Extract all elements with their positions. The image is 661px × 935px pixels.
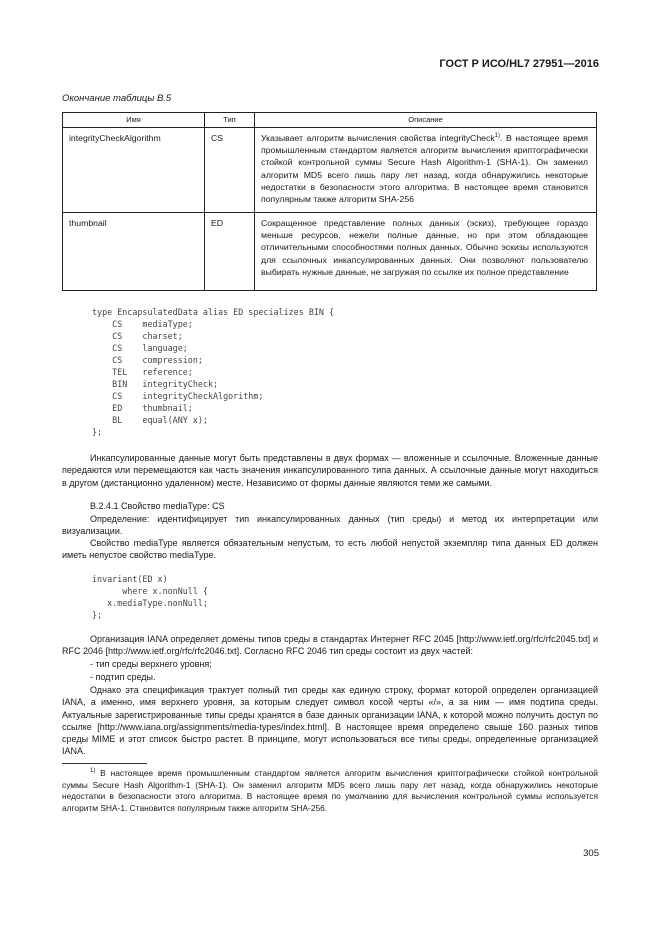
table-row [63, 213, 597, 291]
page-number: 305 [583, 848, 599, 859]
row-name: integrityCheckAlgorithm [63, 128, 205, 213]
footnote-text: В настоящее время промышленным стандартом является алгоритм вычисления криптографически стойкой контрольной суммы Secure Hash Algorithm-1 (SHA-1). Он заменил алгоритм MD5 всего лишь пару лет назад, когда обнаружились некоторые недостатки в безопасности этого алгоритма. В настоящее время по умолчанию для вычисления контрольной суммы используется алгоритм SHA-1. Становится популярным также алгоритм SHA-256. [62, 768, 598, 813]
row-description: Сокращенное представление полных данных (эскиз), требующее гораздо меньше ресурсов, нежели полные данные, но при этом обладающее отличительными способностями полных данных. Обычно эскизы используются для ссылочных инкапсулированных данных. Они позволяют пользователю выбирать нужные данные, не загружая по ссылке их полное представление [255, 213, 597, 291]
description-text-cont: . В настоящее время промышленным стандартом является алгоритм вычисления криптографически стойкой контрольной суммы Secure Hash Algorithm-1 (SHA-1). Он заменил алгоритм MD5 всего лишь пару лет назад, когда обнаружились некоторые недостатки в безопасности этого алгоритма. В настоящее время становится популярным также алгоритм SHA-256 [261, 133, 588, 205]
document-header: ГОСТ Р ИСО/HL7 27951—2016 [439, 58, 599, 70]
paragraph-full-media-type: Однако эта спецификация трактует полный тип среды как единую строку, формат которой определен организацией IANA, а именно, имя верхнего уровня, за которым следует символ косой черты «/», а за ним — имя подтипа среды. Актуальные зарегистрированные типы среды хранятся в базе данных организации IANA, к которой можно получить доступ по ссылке [http://www.iana.org/assignments/media-types/index.html]. В настоящее время определено свыше 160 разных типов среды MIME и этот список быстро растет. В принципе, могут использоваться все типы среды, определенные организацией IANA. [62, 685, 598, 757]
table-header-row [63, 113, 597, 128]
footnote [62, 768, 598, 814]
code-block-type-definition: type EncapsulatedData alias ED specializes BIN { CS mediaType; CS charset; CS language; CS compression; TEL reference; BIN integrityCheck; CS integrityCheckAlgorithm; ED thumbnail; BL equal(ANY x); }; [92, 307, 335, 437]
list-item: - тип среды верхнего уровня; [90, 659, 212, 669]
table-caption: Окончание таблицы В.5 [62, 93, 172, 104]
footnote-divider [62, 763, 147, 764]
paragraph-iana-domains: Организация IANA определяет домены типов среды в стандартах Интернет RFC 2045 [http://www.ietf.org/rfc/rfc2045.txt] и RFC 2046 [http://www.ietf.org/rfc/rfc2046.txt]. Согласно RFC 2046 тип среды состоит из двух частей: [62, 634, 598, 657]
footnote-reference: 1) [494, 133, 501, 140]
column-header-name: Имя [63, 113, 205, 128]
row-description [255, 128, 597, 213]
paragraph-definition: Определение: идентифицирует тип инкапсулированных данных (тип среды) и метод их интерпретации или визуализации. [62, 514, 598, 537]
row-type: CS [205, 128, 255, 213]
paragraph-mediatype-required: Свойство mediaType является обязательным непустым, то есть любой непустой экземпляр типа данных ED должен иметь непустое свойство mediaType. [62, 538, 598, 561]
column-header-description: Описание [255, 113, 597, 128]
row-name: thumbnail [63, 213, 205, 291]
list-item: - подтип среды. [90, 672, 156, 682]
properties-table [62, 112, 597, 291]
code-block-invariant: invariant(ED x) where x.nonNull { x.mediaType.nonNull; }; [92, 574, 208, 620]
table-row [63, 128, 597, 213]
row-type: ED [205, 213, 255, 291]
footnote-marker: 1) [90, 768, 96, 775]
column-header-type: Тип [205, 113, 255, 128]
paragraph-encapsulated-data: Инкапсулированные данные могут быть представлены в двух формах — вложенные и ссылочные. Вложенные данные передаются или перемещаются как часть значения инкапсулированного типа данных. А ссылочные данные могут находиться в другом (дистанционно удаленном) месте. Независимо от формы данные являются теми же самыми. [62, 453, 598, 488]
section-heading: В.2.4.1 Свойство mediaType: CS [90, 501, 225, 511]
description-text: Указывает алгоритм вычисления свойства integrityCheck [261, 133, 495, 143]
